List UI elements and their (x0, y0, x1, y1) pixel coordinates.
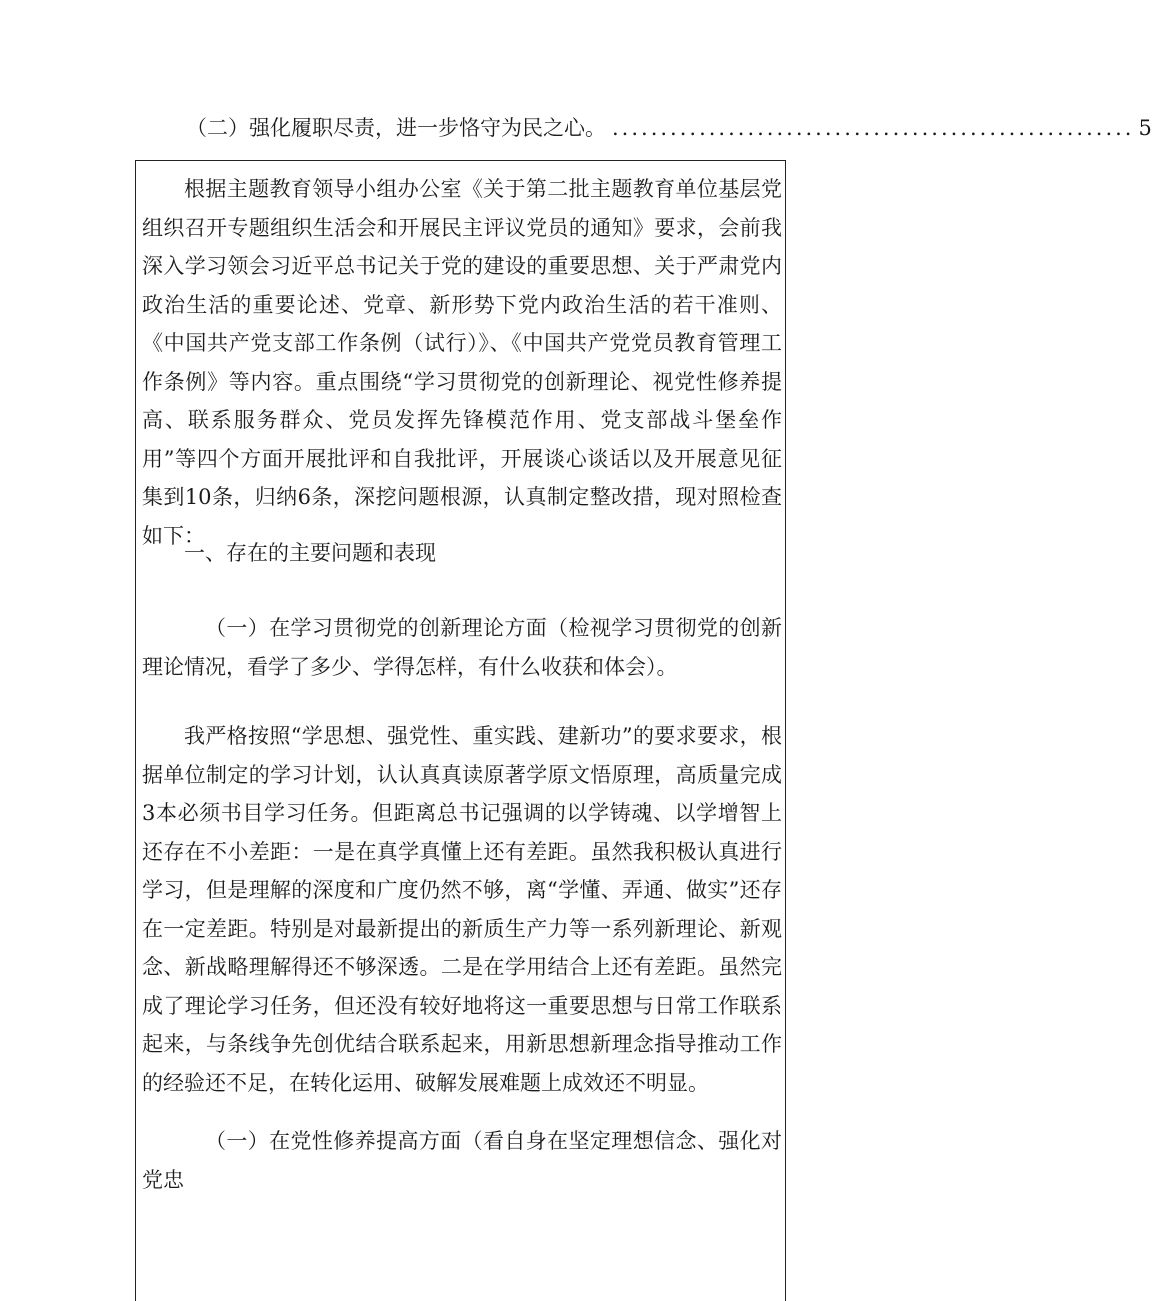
body-paragraph: 我严格按照“学思想、强党性、重实践、建新功”的要求要求，根据单位制定的学习计划，认认真真读原著学原文悟原理，高质量完成3本必须书目学习任务。但距离总书记强调的以学铸魂、以学增智上还存在不小差距：一是在真学真懂上还有差距。虽然我积极认真进行学习，但是理解的深度和广度仍然不够，离“学懂、弄通、做实”还存在一定差距。特别是对最新提出的新质生产力等一系列新理论、新观念、新战略理解得还不够深透。二是在学用结合上还有差距。虽然完成了理论学习任务，但还没有较好地将这一重要思想与日常工作联系起来，与条线争先创优结合联系起来，用新思想新理念指导推动工作的经验还不足，在转化运用、破解发展难题上成效还不明显。 (142, 724, 782, 1095)
toc-page-number: 5 (1138, 116, 1152, 140)
section-heading: 一、存在的主要问题和表现 (184, 541, 436, 565)
toc-entry-title: （二）强化履职尽责，进一步恪守为民之心。 (186, 116, 606, 140)
subsection-heading: （一）在学习贯彻党的创新理论方面（检视学习贯彻党的创新理论情况，看学了多少、学得怎样，有什么收获和体会）。 (142, 616, 782, 679)
intro-paragraph: 根据主题教育领导小组办公室《关于第二批主题教育单位基层党组织召开专题组织生活会和开展民主评议党员的通知》要求，会前我深入学习领会习近平总书记关于党的建设的重要思想、关于严肃党内政治生活的重要论述、党章、新形势下党内政治生活的若干准则、《中国共产党支部工作条例（试行）》、《中国共产党党员教育管理工作条例》等内容。重点围绕“学习贯彻党的创新理论、视党性修养提高、联系服务群众、党员发挥先锋模范作用、党支部战斗堡垒作用”等四个方面开展批评和自我批评，开展谈心谈话以及开展意见征集到10条，归纳6条，深挖问题根源，认真制定整改措，现对照检查如下： (142, 177, 782, 548)
toc-dot-leader: ...................................................... (612, 116, 1135, 140)
toc-entry (186, 112, 1152, 142)
subsection-heading-2: （一）在党性修养提高方面（看自身在坚定理想信念、强化对党忠 (142, 1129, 782, 1192)
